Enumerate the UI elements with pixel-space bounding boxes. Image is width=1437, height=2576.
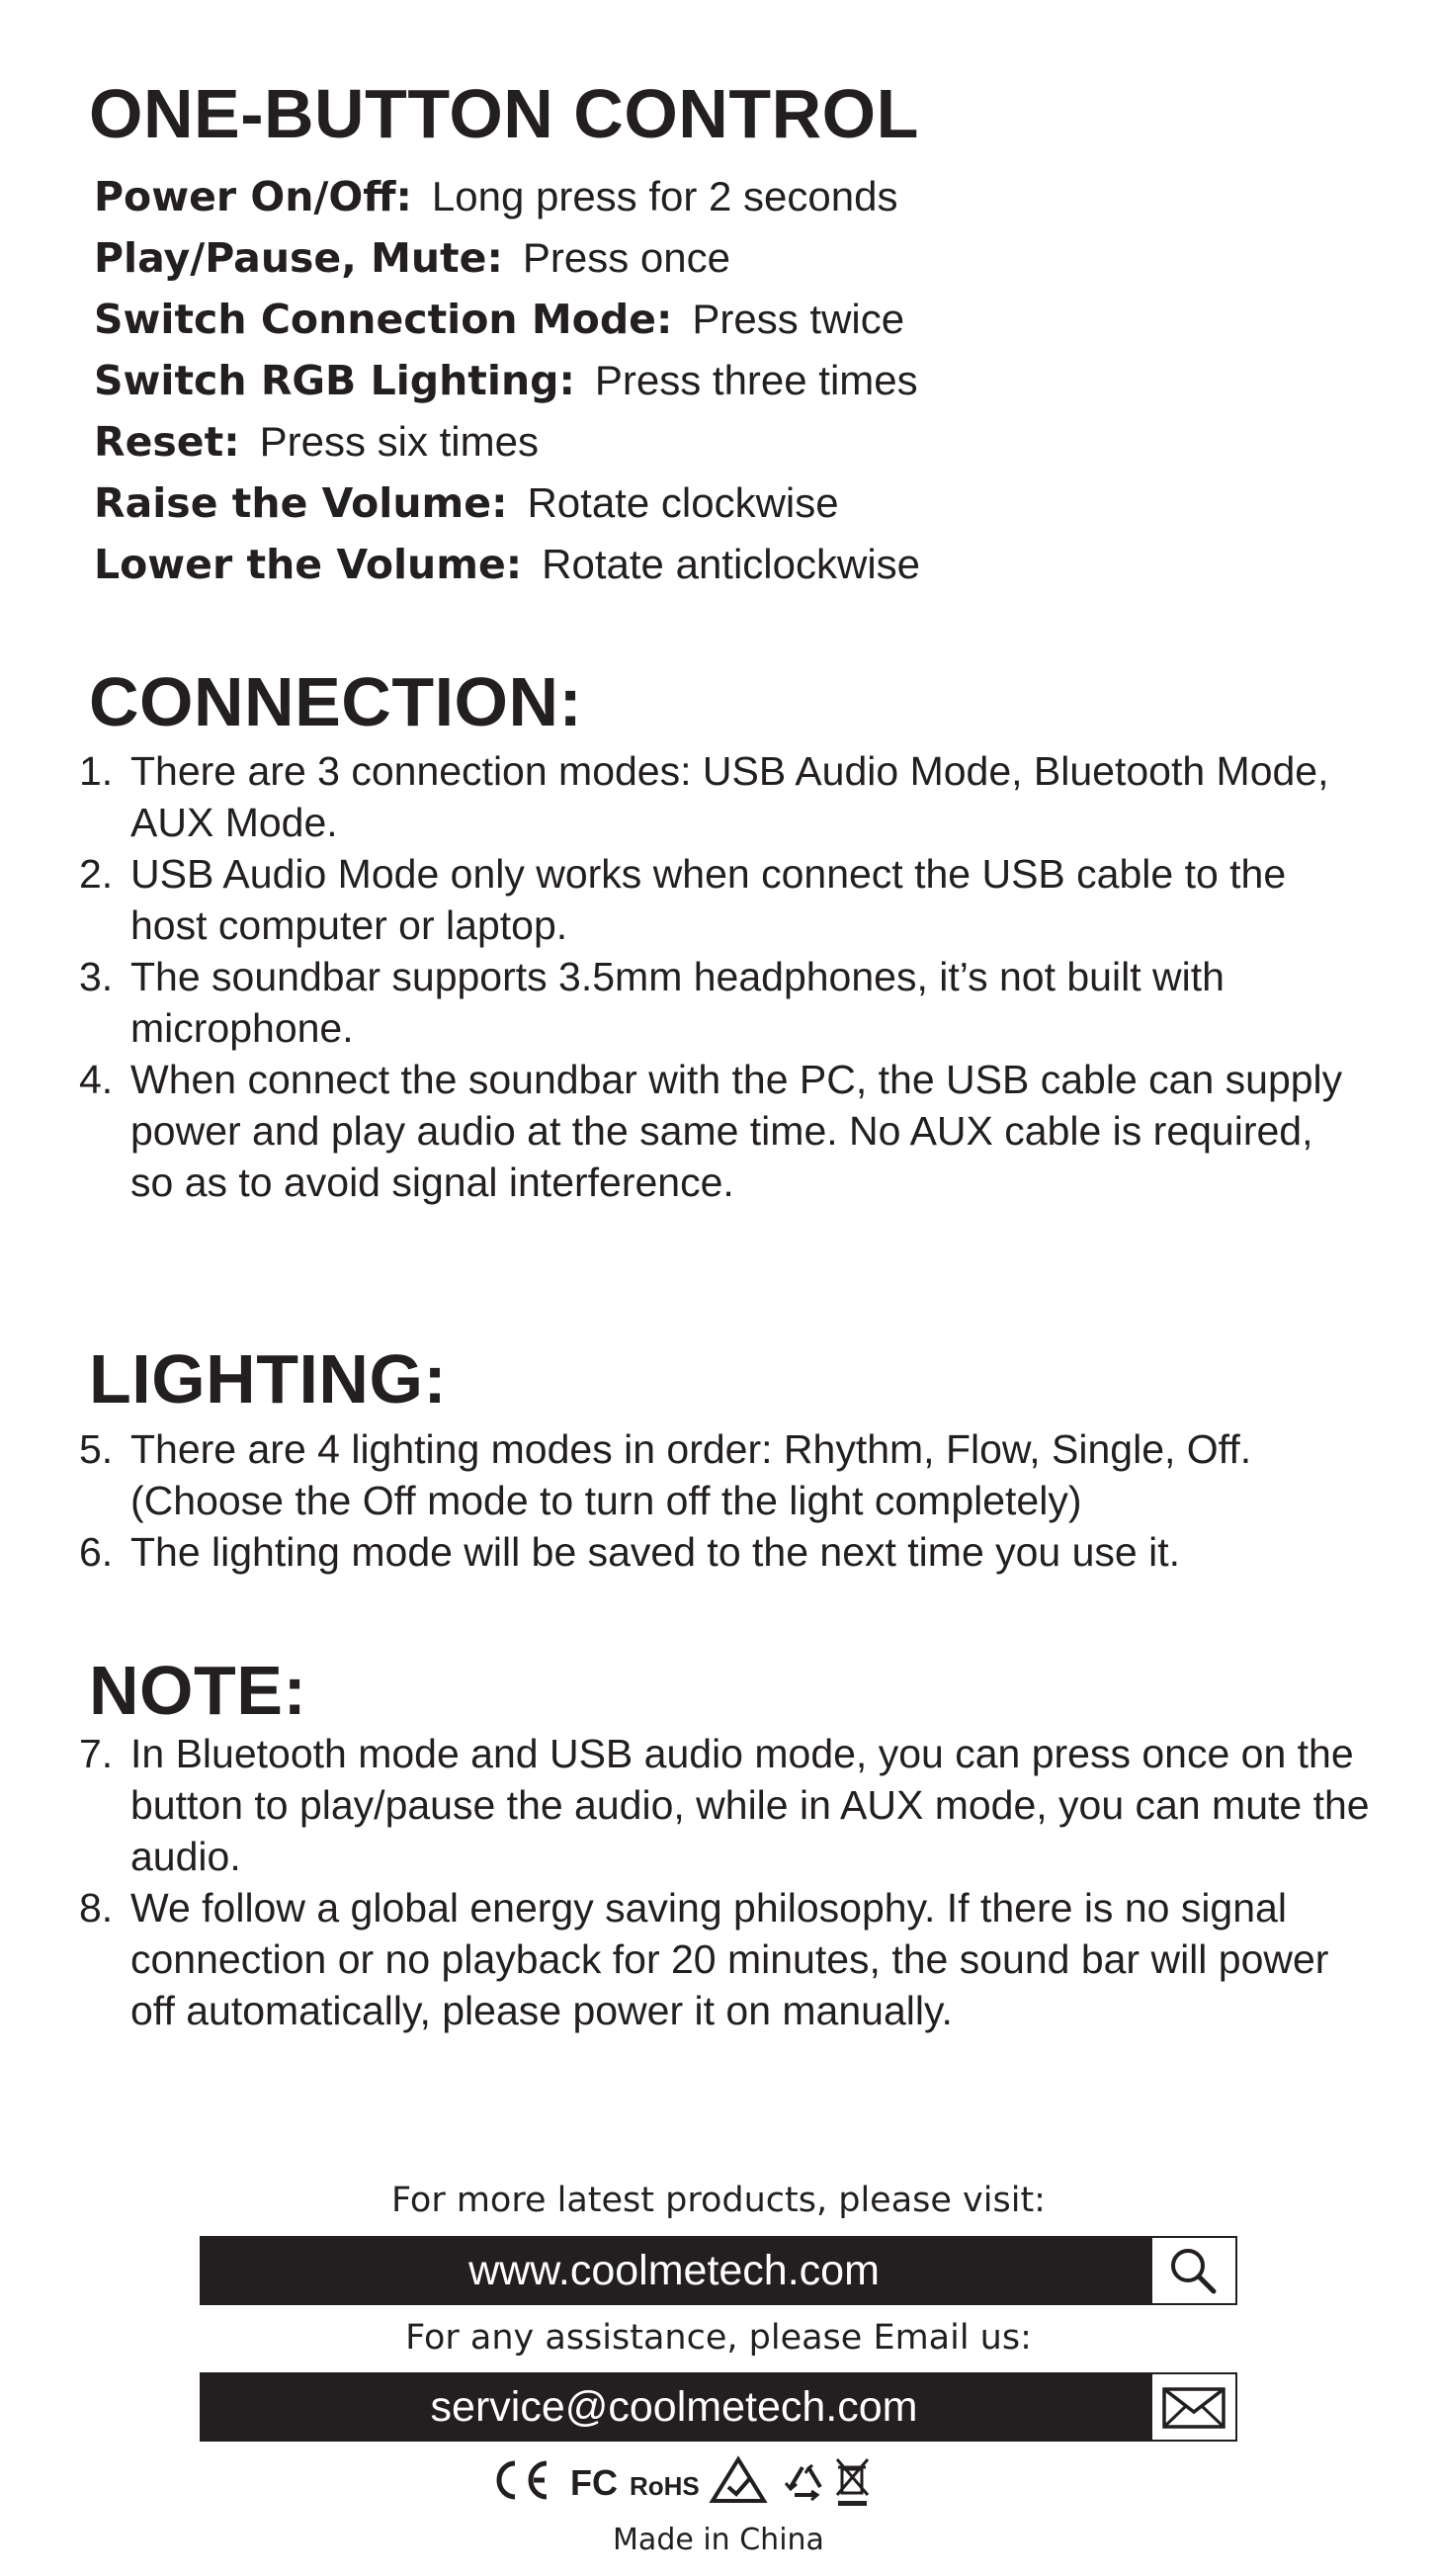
weee-bin-icon (837, 2459, 868, 2506)
connection-heading: CONNECTION: (89, 663, 583, 740)
list-item-number: 3. (79, 954, 114, 999)
rohs-mark-icon: RoHS (630, 2471, 700, 2501)
control-row-reset (94, 418, 539, 466)
list-item (79, 1054, 1384, 1208)
list-item-number: 5. (79, 1426, 114, 1472)
list-item (79, 1526, 1384, 1578)
control-row-switch-connection (94, 296, 905, 343)
control-row-power (94, 173, 898, 220)
control-row-switch-rgb (94, 357, 918, 404)
list-item-number: 6. (79, 1529, 114, 1575)
control-row-play-pause (94, 234, 730, 282)
control-label: Switch RGB Lighting: (94, 357, 575, 404)
list-item-number: 1. (79, 748, 114, 794)
control-value: Long press for 2 seconds (431, 173, 898, 219)
control-label: Play/Pause, Mute: (94, 234, 503, 282)
email-label: For any assistance, please Email us: (405, 2318, 1032, 2358)
control-value: Rotate anticlockwise (542, 541, 921, 587)
list-item (79, 848, 1384, 951)
list-item-text: There are 4 lighting modes in order: Rhythm, Flow, Single, Off. (Choose the Off mode to turn off the light completely) (130, 1426, 1252, 1523)
control-value: Press three times (594, 357, 918, 403)
control-value: Rotate clockwise (527, 479, 839, 526)
list-item (79, 1882, 1384, 2036)
list-item (79, 951, 1384, 1054)
control-label: Reset: (94, 418, 240, 466)
lighting-heading: LIGHTING: (89, 1340, 448, 1417)
recycle-icon (786, 2465, 820, 2500)
control-label: Lower the Volume: (94, 541, 523, 588)
list-item-number: 2. (79, 851, 114, 897)
list-item-text: There are 3 connection modes: USB Audio Mode, Bluetooth Mode, AUX Mode. (130, 748, 1329, 845)
control-value: Press six times (259, 418, 539, 465)
list-item (79, 1728, 1384, 1882)
certification-marks (0, 2451, 1437, 2511)
control-label: Switch Connection Mode: (94, 296, 673, 343)
list-item-text: In Bluetooth mode and USB audio mode, you can press once on the button to play/pause the audio, while in AUX mode, you can mute the audio. (130, 1731, 1370, 1879)
list-item-text: The lighting mode will be saved to the next time you use it. (130, 1529, 1181, 1575)
note-heading: NOTE: (89, 1652, 307, 1729)
ce-mark-icon (499, 2463, 547, 2497)
list-item-text: The soundbar supports 3.5mm headphones, it’s not built with microphone. (130, 954, 1225, 1051)
one-button-control-heading: ONE-BUTTON CONTROL (89, 75, 919, 152)
list-item (79, 1423, 1384, 1526)
control-row-raise-volume (94, 479, 839, 527)
list-item-text: We follow a global energy saving philosophy. If there is no signal connection or no playback for 20 minutes, the sound bar will power off automatically, please power it on manually. (130, 1885, 1329, 2033)
list-item-number: 8. (79, 1885, 114, 1931)
list-item-number: 7. (79, 1731, 114, 1776)
list-item-text: When connect the soundbar with the PC, the USB cable can supply power and play audio at the same time. No AUX cable is required, so as to avoid signal interference. (130, 1057, 1343, 1205)
email-link[interactable]: service@coolmetech.com (430, 2383, 918, 2431)
website-link[interactable]: www.coolmetech.com (468, 2247, 880, 2294)
email-bar[interactable] (200, 2372, 1237, 2442)
control-label: Power On/Off: (94, 173, 412, 220)
fc-mark-icon: FC (570, 2462, 618, 2503)
visit-label: For more latest products, please visit: (391, 2181, 1046, 2220)
control-label: Raise the Volume: (94, 479, 508, 527)
control-value: Press once (522, 234, 730, 281)
website-bar[interactable] (200, 2236, 1237, 2305)
envelope-icon[interactable] (1150, 2372, 1237, 2442)
rcm-mark-icon (713, 2459, 764, 2501)
list-item-number: 4. (79, 1057, 114, 1102)
list-item (79, 745, 1384, 848)
control-row-lower-volume (94, 541, 921, 588)
search-icon[interactable] (1150, 2236, 1237, 2305)
list-item-text: USB Audio Mode only works when connect the USB cable to the host computer or laptop. (130, 851, 1287, 948)
control-value: Press twice (692, 296, 905, 342)
made-in-label: Made in China (613, 2523, 824, 2557)
